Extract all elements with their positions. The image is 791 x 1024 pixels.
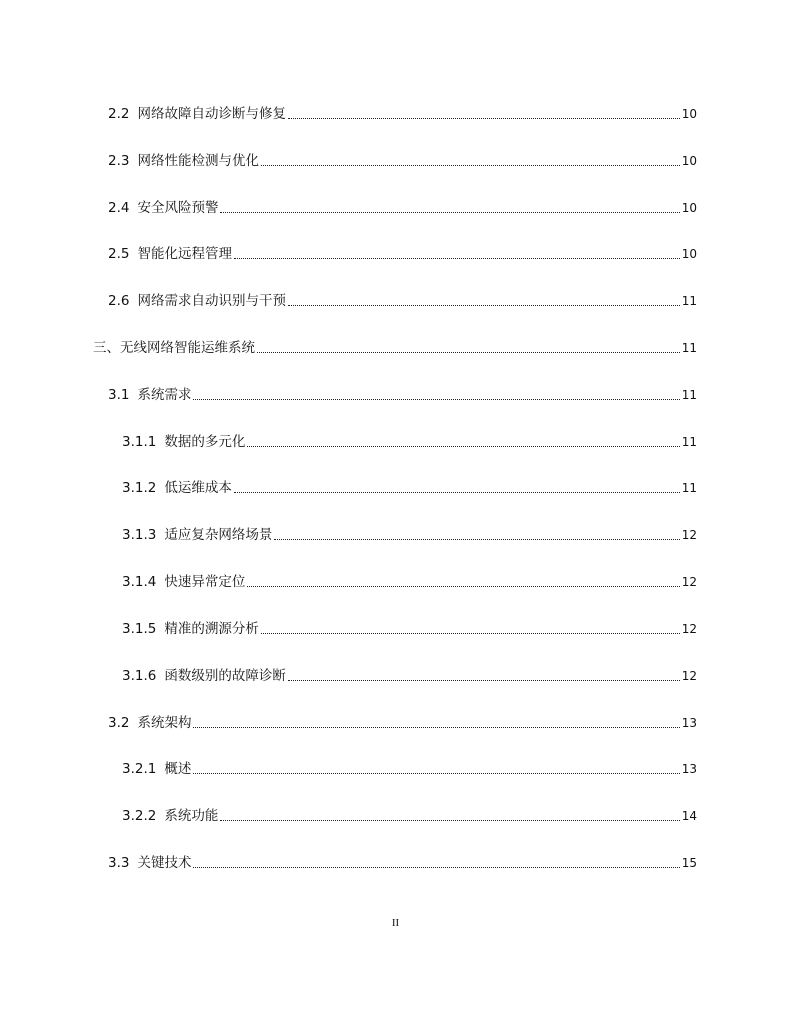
toc-entry-3-2-2[interactable] (122, 805, 697, 827)
toc-entry-3-1-3[interactable] (122, 524, 697, 546)
toc-entry-page: 11 (681, 294, 697, 308)
toc-entry-3-1-6[interactable] (122, 665, 697, 687)
toc-dot-leader (193, 867, 679, 868)
toc-entry-page: 12 (681, 575, 697, 589)
toc-entry-number: 3.3 (108, 855, 130, 871)
toc-entry-number: 3.1.4 (122, 574, 157, 590)
toc-entry-number: 3.1.6 (122, 668, 157, 684)
toc-entry-chapter-3[interactable] (93, 337, 697, 359)
toc-dot-leader (193, 773, 679, 774)
toc-entry-3-1-1[interactable] (122, 431, 697, 453)
toc-dot-leader (288, 305, 680, 306)
toc-entry-2-4[interactable] (108, 197, 697, 219)
toc-entry-number: 2.4 (108, 200, 130, 216)
toc-entry-page: 11 (681, 435, 697, 449)
toc-entry-3-3[interactable] (108, 852, 697, 874)
toc-dot-leader (261, 633, 680, 634)
toc-dot-leader (247, 446, 679, 447)
toc-entry-number: 2.6 (108, 293, 130, 309)
toc-entry-page: 11 (681, 388, 697, 402)
toc-entry-title: 安全风险预警 (137, 200, 219, 216)
toc-entry-page: 12 (681, 669, 697, 683)
toc-entry-number: 3.1.5 (122, 621, 157, 637)
toc-entry-number: 2.5 (108, 246, 130, 262)
toc-dot-leader (234, 492, 680, 493)
toc-entry-page: 13 (681, 762, 697, 776)
toc-entry-page: 12 (681, 622, 697, 636)
toc-entry-number: 2.2 (108, 106, 130, 122)
toc-entry-2-3[interactable] (108, 150, 697, 172)
toc-entry-page: 11 (681, 341, 697, 355)
toc-dot-leader (220, 212, 679, 213)
toc-entry-page: 10 (681, 154, 697, 168)
toc-entry-title: 精准的溯源分析 (164, 621, 259, 637)
toc-dot-leader (288, 680, 680, 681)
toc-entry-title: 数据的多元化 (164, 434, 246, 450)
toc-entry-title: 快速异常定位 (164, 574, 246, 590)
toc-entry-page: 15 (681, 856, 697, 870)
toc-entry-title: 网络需求自动识别与干预 (137, 293, 286, 309)
toc-entry-title: 网络故障自动诊断与修复 (137, 106, 286, 122)
toc-entry-number: 3.2.1 (122, 761, 157, 777)
toc-dot-leader (274, 539, 679, 540)
toc-entry-number: 3.1.3 (122, 527, 157, 543)
toc-entry-2-5[interactable] (108, 243, 697, 265)
toc-entry-3-1-4[interactable] (122, 571, 697, 593)
toc-dot-leader (220, 820, 679, 821)
toc-entry-number: 3.1 (108, 387, 130, 403)
toc-entry-page: 10 (681, 107, 697, 121)
toc-entry-page: 13 (681, 716, 697, 730)
toc-entry-title: 三、无线网络智能运维系统 (93, 340, 255, 356)
toc-dot-leader (193, 727, 679, 728)
toc-entry-number: 3.1.2 (122, 480, 157, 496)
toc-entry-3-2-1[interactable] (122, 758, 697, 780)
toc-entry-2-6[interactable] (108, 290, 697, 312)
toc-dot-leader (234, 258, 680, 259)
toc-entry-title: 系统功能 (164, 808, 219, 824)
toc-dot-leader (247, 586, 679, 587)
toc-entry-title: 系统架构 (137, 715, 192, 731)
toc-dot-leader (288, 118, 680, 119)
toc-entry-page: 11 (681, 481, 697, 495)
page-number-footer: II (391, 917, 400, 929)
toc-entry-3-1-2[interactable] (122, 477, 697, 499)
toc-entry-page: 14 (681, 809, 697, 823)
toc-entry-3-2[interactable] (108, 712, 697, 734)
toc-dot-leader (193, 399, 679, 400)
toc-entry-3-1-5[interactable] (122, 618, 697, 640)
toc-entry-title: 关键技术 (137, 855, 192, 871)
toc-entry-number: 3.2 (108, 715, 130, 731)
toc-entry-3-1[interactable] (108, 384, 697, 406)
toc-entry-title: 概述 (164, 761, 192, 777)
toc-entry-page: 10 (681, 247, 697, 261)
toc-entry-page: 12 (681, 528, 697, 542)
toc-entry-title: 智能化远程管理 (137, 246, 232, 262)
toc-entry-title: 网络性能检测与优化 (137, 153, 259, 169)
toc-entry-number: 3.1.1 (122, 434, 157, 450)
toc-entry-number: 3.2.2 (122, 808, 157, 824)
toc-entry-title: 系统需求 (137, 387, 192, 403)
toc-entry-2-2[interactable] (108, 103, 697, 125)
toc-entry-page: 10 (681, 201, 697, 215)
toc-entry-title: 低运维成本 (164, 480, 232, 496)
toc-entry-number: 2.3 (108, 153, 130, 169)
toc-dot-leader (261, 165, 680, 166)
toc-dot-leader (257, 352, 680, 353)
toc-entry-title: 适应复杂网络场景 (164, 527, 273, 543)
toc-entry-title: 函数级别的故障诊断 (164, 668, 286, 684)
